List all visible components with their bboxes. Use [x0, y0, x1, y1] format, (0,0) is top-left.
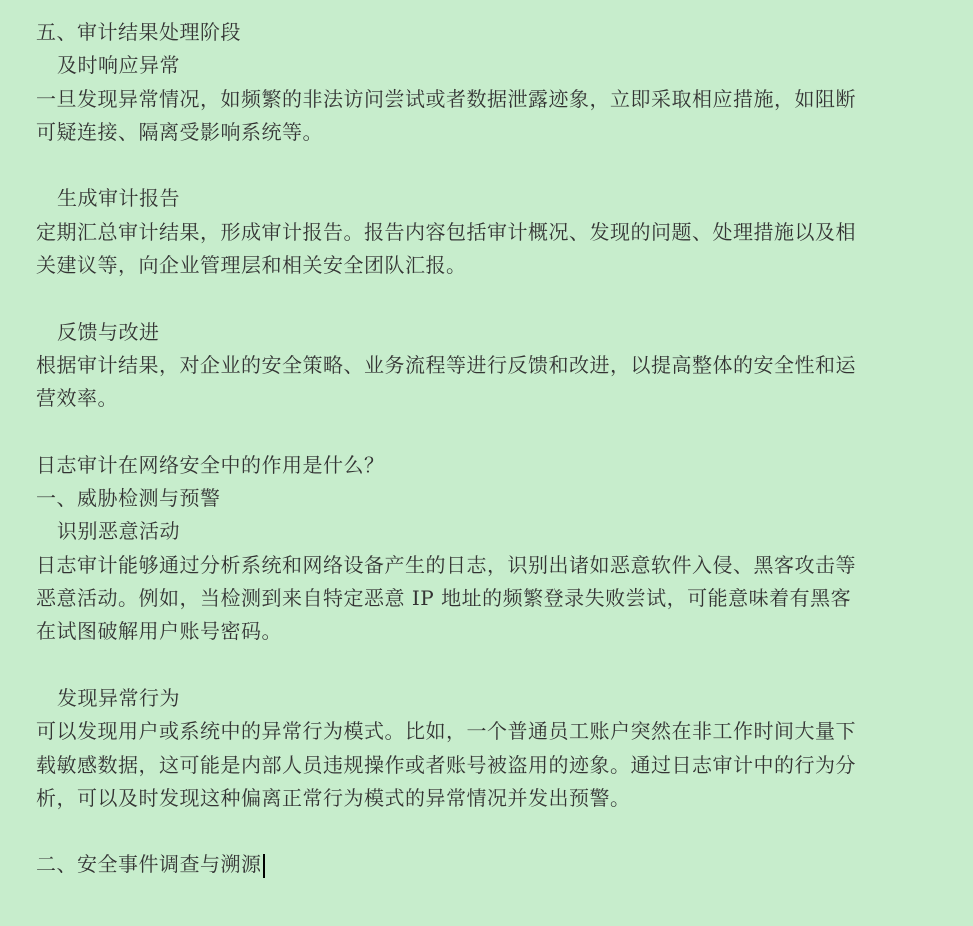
- paragraph-line: 一旦发现异常情况，如频繁的非法访问尝试或者数据泄露迹象，立即采取相应措施，如阻断: [36, 86, 856, 111]
- blank-line: [36, 416, 926, 449]
- question-heading: 日志审计在网络安全中的作用是什么？: [36, 452, 385, 477]
- subheading: 反馈与改进: [57, 319, 160, 344]
- paragraph-line: 日志审计能够通过分析系统和网络设备产生的日志，识别出诸如恶意软件入侵、黑客攻击等: [36, 552, 856, 577]
- section-heading: 一、威胁检测与预警: [36, 486, 221, 511]
- paragraph-line: 根据审计结果，对企业的安全策略、业务流程等进行反馈和改进，以提高整体的安全性和运: [36, 352, 856, 377]
- subheading: 识别恶意活动: [57, 519, 180, 544]
- paragraph-line: 可以发现用户或系统中的异常行为模式。比如，一个普通员工账户突然在非工作时间大量下: [36, 719, 856, 744]
- section-heading: 五、审计结果处理阶段: [36, 20, 241, 44]
- subheading: 生成审计报告: [57, 186, 180, 211]
- paragraph-line: 定期汇总审计结果，形成审计报告。报告内容包括审计概况、发现的问题、处理措施以及相: [36, 219, 856, 244]
- paragraph-line: 关建议等，向企业管理层和相关安全团队汇报。: [36, 253, 467, 278]
- blank-line: [36, 815, 926, 848]
- paragraph-line: 可疑连接、隔离受影响系统等。: [36, 119, 323, 144]
- text-cursor: [263, 854, 265, 878]
- subheading: 及时响应异常: [57, 53, 180, 78]
- blank-line: [36, 649, 926, 682]
- paragraph-line: 析，可以及时发现这种偏离正常行为模式的异常情况并发出预警。: [36, 785, 631, 810]
- document-body[interactable]: [36, 16, 926, 882]
- paragraph-line: 恶意活动。例如，当检测到来自特定恶意 IP 地址的频繁登录失败尝试，可能意味着有黑客: [36, 586, 852, 611]
- blank-line: [36, 282, 926, 315]
- blank-line: [36, 149, 926, 182]
- paragraph-line: 营效率。: [36, 386, 118, 411]
- paragraph-line: 载敏感数据，这可能是内部人员违规操作或者账号被盗用的迹象。通过日志审计中的行为分: [36, 752, 856, 777]
- section-heading-text: 二、安全事件调查与溯源: [36, 852, 262, 877]
- paragraph-line: 在试图破解用户账号密码。: [36, 619, 282, 644]
- subheading: 发现异常行为: [57, 685, 180, 710]
- section-heading-last: [36, 848, 926, 881]
